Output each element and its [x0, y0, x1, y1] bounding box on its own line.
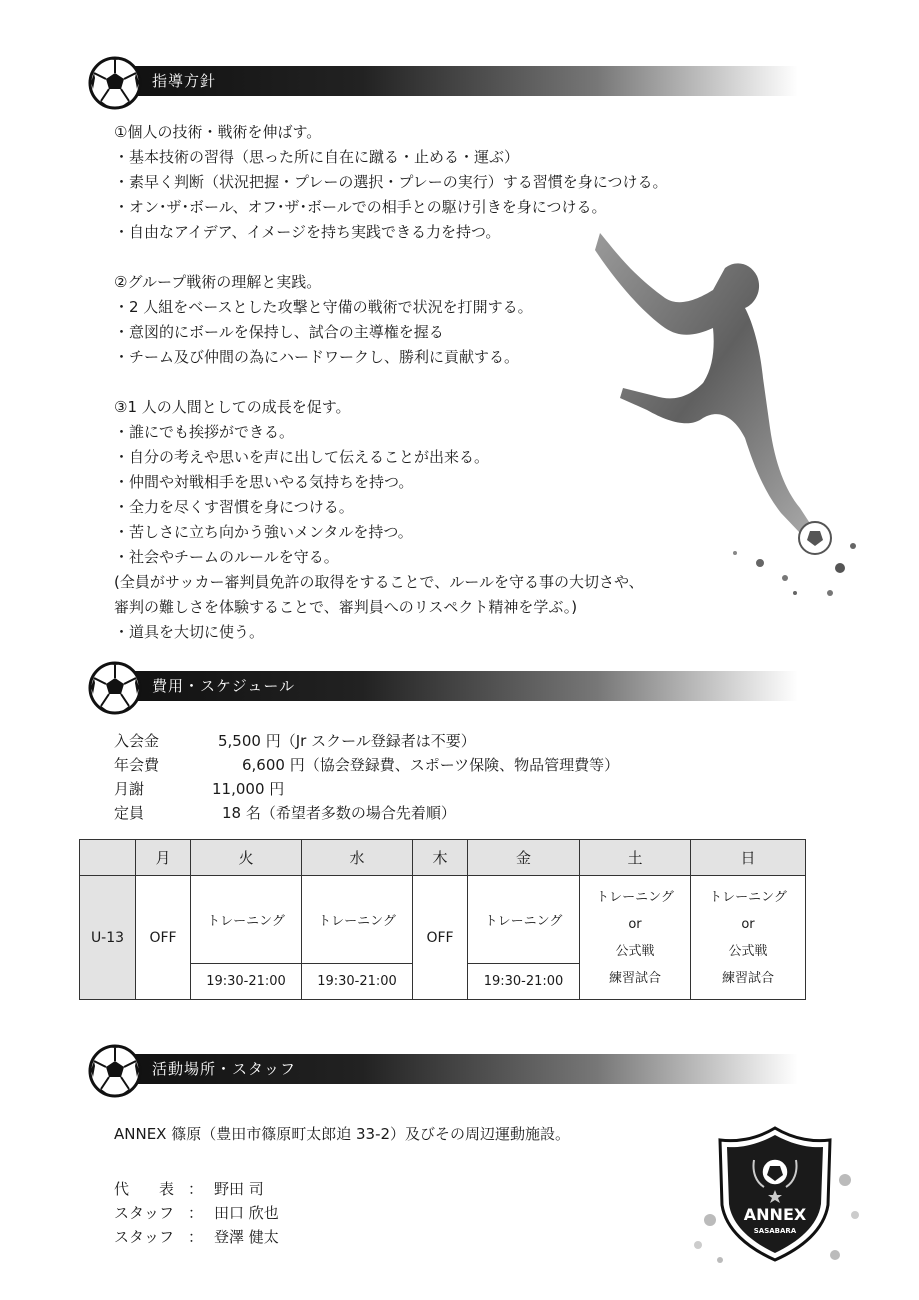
time-cell: 19:30-21:00 [191, 964, 302, 1000]
fee-label: 入会金 [114, 732, 160, 750]
policy-line: ①個人の技術・戦術を伸ばす。 [114, 123, 322, 141]
fee-value: 5,500 円（Jr スクール登録者は不要） [218, 732, 476, 750]
policy-line: ・全力を尽くす習慣を身につける。 [114, 498, 354, 516]
weekend-line: 練習試合 [608, 970, 661, 986]
schedule-header-row [80, 840, 806, 876]
policy-line: 審判の難しさを体験することで、審判員へのリスペクト精神を学ぶ。) [114, 598, 578, 616]
policy-line: (全員がサッカー審判員免許の取得をすることで、ルールを守る事の大切さや、 [114, 573, 644, 591]
policy-line: ・基本技術の習得（思った所に自在に蹴る・止める・運ぶ） [114, 148, 520, 166]
training-cell: トレーニング [468, 876, 580, 964]
day-header: 日 [691, 840, 806, 876]
policy-line: ・自分の考えや思いを声に出して伝えることが出来る。 [114, 448, 490, 466]
weekend-line: 練習試合 [721, 970, 774, 986]
weekend-line: トレーニング [596, 889, 674, 905]
logo-subtext: SASABARA [753, 1227, 797, 1235]
section-title: 指導方針 [152, 72, 217, 90]
header-bar [128, 66, 798, 96]
staff-colon: ： [188, 1204, 204, 1222]
staff-colon: ： [188, 1228, 204, 1246]
staff-role: スタッフ [114, 1204, 175, 1222]
place-address: ANNEX 篠原（豊田市篠原町太郎迫 33-2）及びその周辺運動施設。 [114, 1125, 571, 1143]
corner-cell [80, 840, 136, 876]
policy-line: ・2 人組をベースとした攻撃と守備の戦術で状況を打開する。 [114, 298, 533, 316]
weekend-line: 公式戦 [728, 943, 768, 959]
weekend-line: or [741, 916, 755, 932]
day-header: 土 [580, 840, 691, 876]
staff-name: 野田 司 [214, 1180, 264, 1198]
policy-line: ③1 人の人間としての成長を促す。 [114, 398, 351, 416]
policy-line: ・誰にでも挨拶ができる。 [114, 423, 295, 441]
section-header-policy [88, 56, 798, 108]
section-header-fees [88, 661, 798, 713]
policy-spacer [114, 245, 668, 270]
off-cell: OFF [413, 876, 468, 1000]
fee-label: 月謝 [114, 780, 145, 798]
day-header: 木 [413, 840, 468, 876]
soccer-ball-icon [88, 661, 142, 715]
soccer-ball-icon [88, 1044, 142, 1098]
policy-line: ・意図的にボールを保持し、試合の主導権を握る [114, 323, 444, 341]
logo-text: ANNEX [743, 1205, 807, 1224]
day-header: 火 [191, 840, 302, 876]
day-header: 金 [468, 840, 580, 876]
staff-colon: ： [188, 1180, 204, 1198]
staff-role: スタッフ [114, 1228, 175, 1246]
staff-name: 田口 欣也 [214, 1204, 279, 1222]
annex-logo [690, 1120, 865, 1275]
fee-value: 6,600 円（協会登録費、スポーツ保険、物品管理費等） [242, 756, 620, 774]
fee-value: 18 名（希望者多数の場合先着順） [222, 804, 456, 822]
staff-name: 登澤 健太 [214, 1228, 279, 1246]
policy-line: ・道具を大切に使う。 [114, 623, 265, 641]
weekend-cell [691, 876, 806, 1000]
policy-line: ・チーム及び仲間の為にハードワークし、勝利に貢献する。 [114, 348, 520, 366]
group-cell: U-13 [80, 876, 136, 1000]
training-cell: トレーニング [302, 876, 413, 964]
policy-line: ②グループ戦術の理解と実践。 [114, 273, 322, 291]
policy-line: ・社会やチームのルールを守る。 [114, 548, 339, 566]
fee-label: 年会費 [114, 756, 160, 774]
training-cell: トレーニング [191, 876, 302, 964]
policy-spacer [114, 370, 668, 395]
staff-role: 代 表 [114, 1180, 175, 1198]
weekend-line: or [628, 916, 642, 932]
policy-line: ・仲間や対戦相手を思いやる気持ちを持つ。 [114, 473, 414, 491]
day-header: 月 [136, 840, 191, 876]
soccer-ball-icon [88, 56, 142, 110]
fee-label: 定員 [114, 804, 145, 822]
policy-line: ・苦しさに立ち向かう強いメンタルを持つ。 [114, 523, 413, 541]
section-header-place [88, 1044, 798, 1096]
section-title: 活動場所・スタッフ [152, 1060, 297, 1078]
time-cell: 19:30-21:00 [302, 964, 413, 1000]
schedule-row [80, 876, 806, 964]
weekend-line: 公式戦 [615, 943, 655, 959]
policy-list [114, 120, 668, 645]
section-title: 費用・スケジュール [152, 677, 296, 695]
schedule-table [79, 839, 806, 1000]
fee-value: 11,000 円 [212, 780, 285, 798]
weekend-cell [580, 876, 691, 1000]
policy-line: ・素早く判断（状況把握・プレーの選択・プレーの実行）する習慣を身につける。 [114, 173, 668, 191]
policy-line: ・自由なアイデア、イメージを持ち実践できる力を持つ。 [114, 223, 501, 241]
day-header: 水 [302, 840, 413, 876]
policy-line: ・オン･ザ･ボール、オフ･ザ･ボールでの相手との駆け引きを身につける。 [114, 198, 607, 216]
weekend-line: トレーニング [709, 889, 787, 905]
time-cell: 19:30-21:00 [468, 964, 580, 1000]
off-cell: OFF [136, 876, 191, 1000]
